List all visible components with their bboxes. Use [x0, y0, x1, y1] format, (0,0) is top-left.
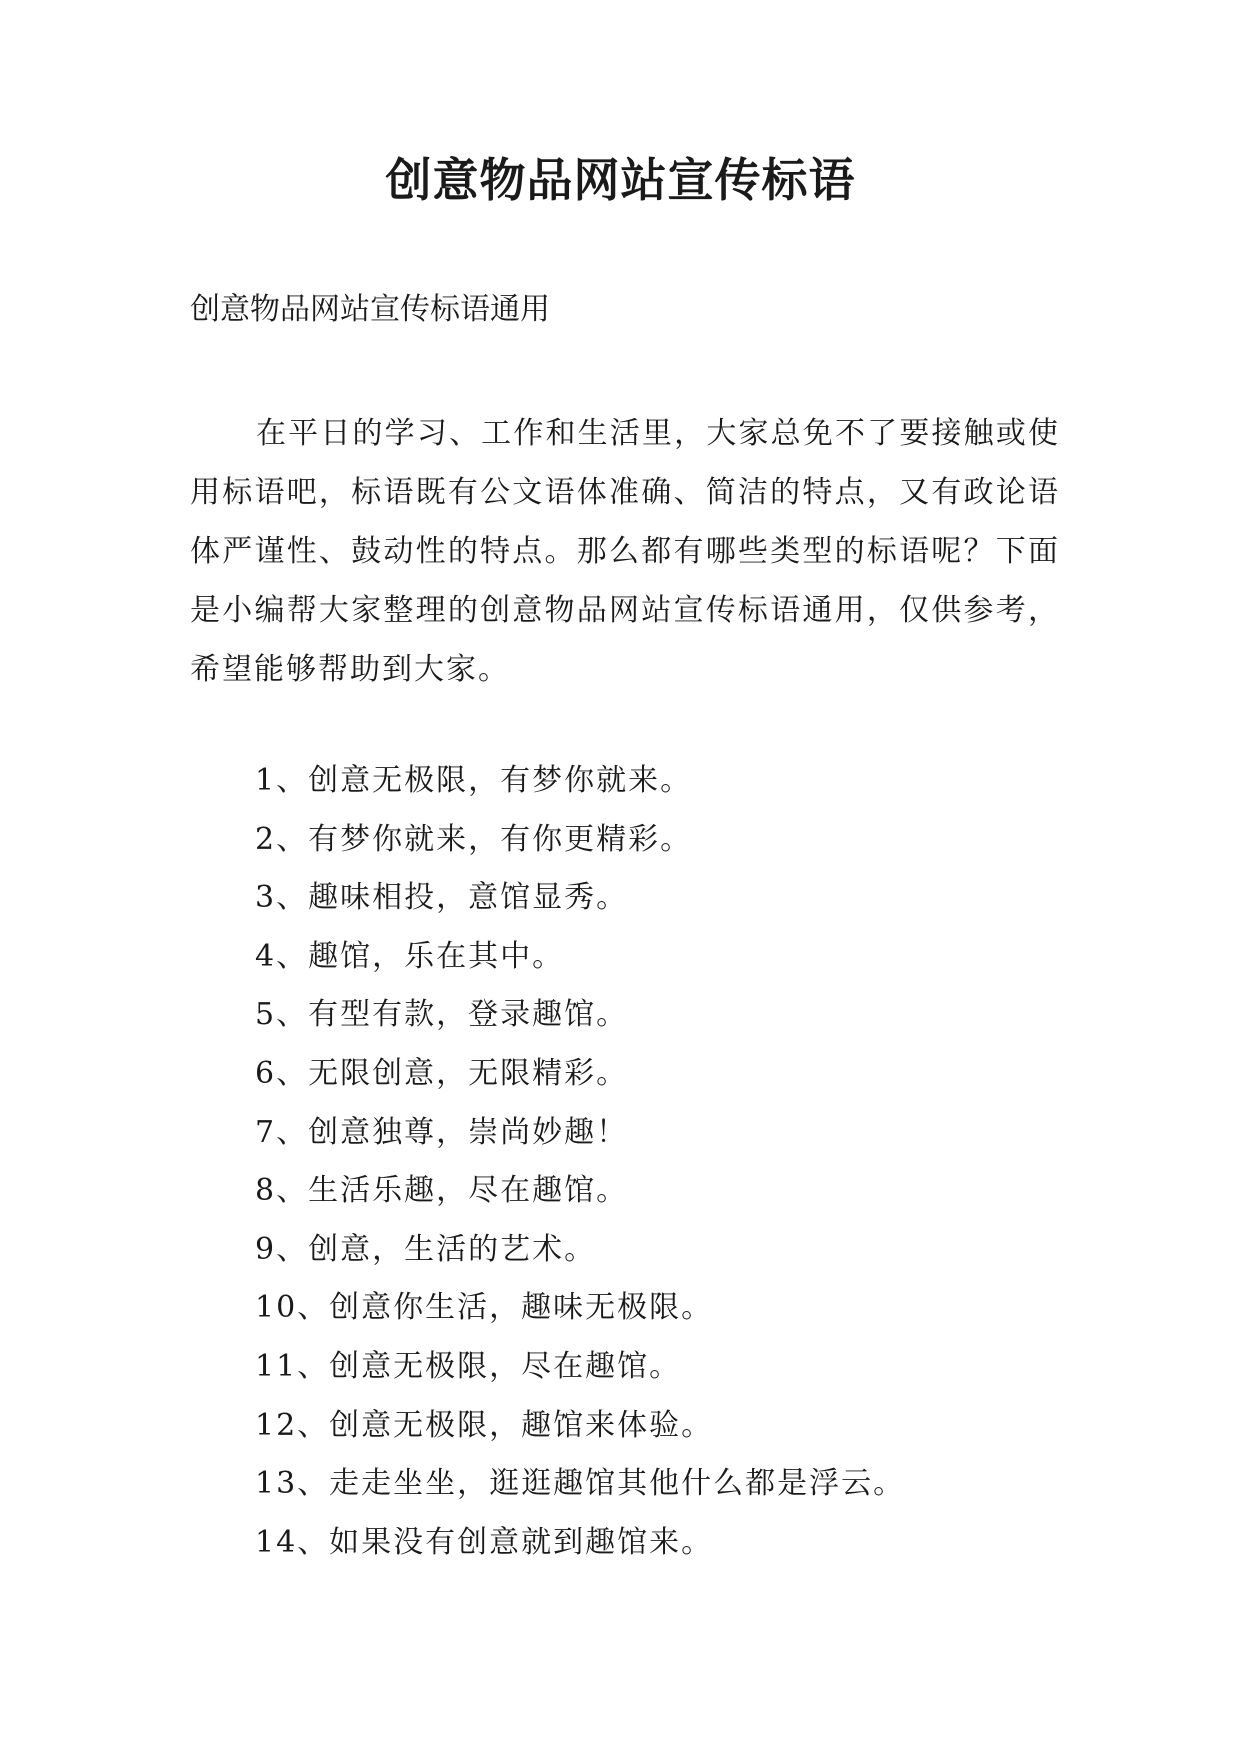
- slogan-item: 4、趣馆，乐在其中。: [255, 938, 565, 974]
- slogan-item: 11、创意无极限，尽在趣馆。: [255, 1348, 682, 1384]
- slogan-item: 13、走走坐坐，逛逛趣馆其他什么都是浮云。: [255, 1466, 906, 1502]
- slogan-item: 9、创意，生活的艺术。: [255, 1231, 597, 1267]
- slogan-item: 7、创意独尊，崇尚妙趣！: [255, 1114, 629, 1150]
- document-subtitle: 创意物品网站宣传标语通用: [190, 292, 550, 327]
- slogan-item: 12、创意无极限，趣馆来体验。: [255, 1407, 714, 1443]
- slogan-item: 5、有型有款，登录趣馆。: [255, 997, 629, 1033]
- intro-paragraph: 在平日的学习、工作和生活里，大家总免不了要接触或使用标语吧，标语既有公文语体准确、简洁的特点，又有政论语体严谨性、鼓动性的特点。那么都有哪些类型的标语呢？下面是小编帮大家整理的创意物品网站宣传标语通用，仅供参考，希望能够帮助到大家。: [190, 416, 1060, 687]
- slogan-item: 10、创意你生活，趣味无极限。: [255, 1290, 714, 1326]
- slogan-item: 1、创意无极限，有梦你就来。: [255, 763, 693, 798]
- slogan-item: 8、生活乐趣，尽在趣馆。: [255, 1173, 629, 1209]
- slogan-list: [255, 752, 905, 1572]
- document-title: 创意物品网站宣传标语: [385, 153, 856, 207]
- slogan-item: 14、如果没有创意就到趣馆来。: [255, 1524, 714, 1560]
- slogan-item: 2、有梦你就来，有你更精彩。: [255, 821, 693, 857]
- slogan-item: 3、趣味相投，意馆显秀。: [255, 880, 629, 916]
- slogan-item: 6、无限创意，无限精彩。: [255, 1055, 629, 1091]
